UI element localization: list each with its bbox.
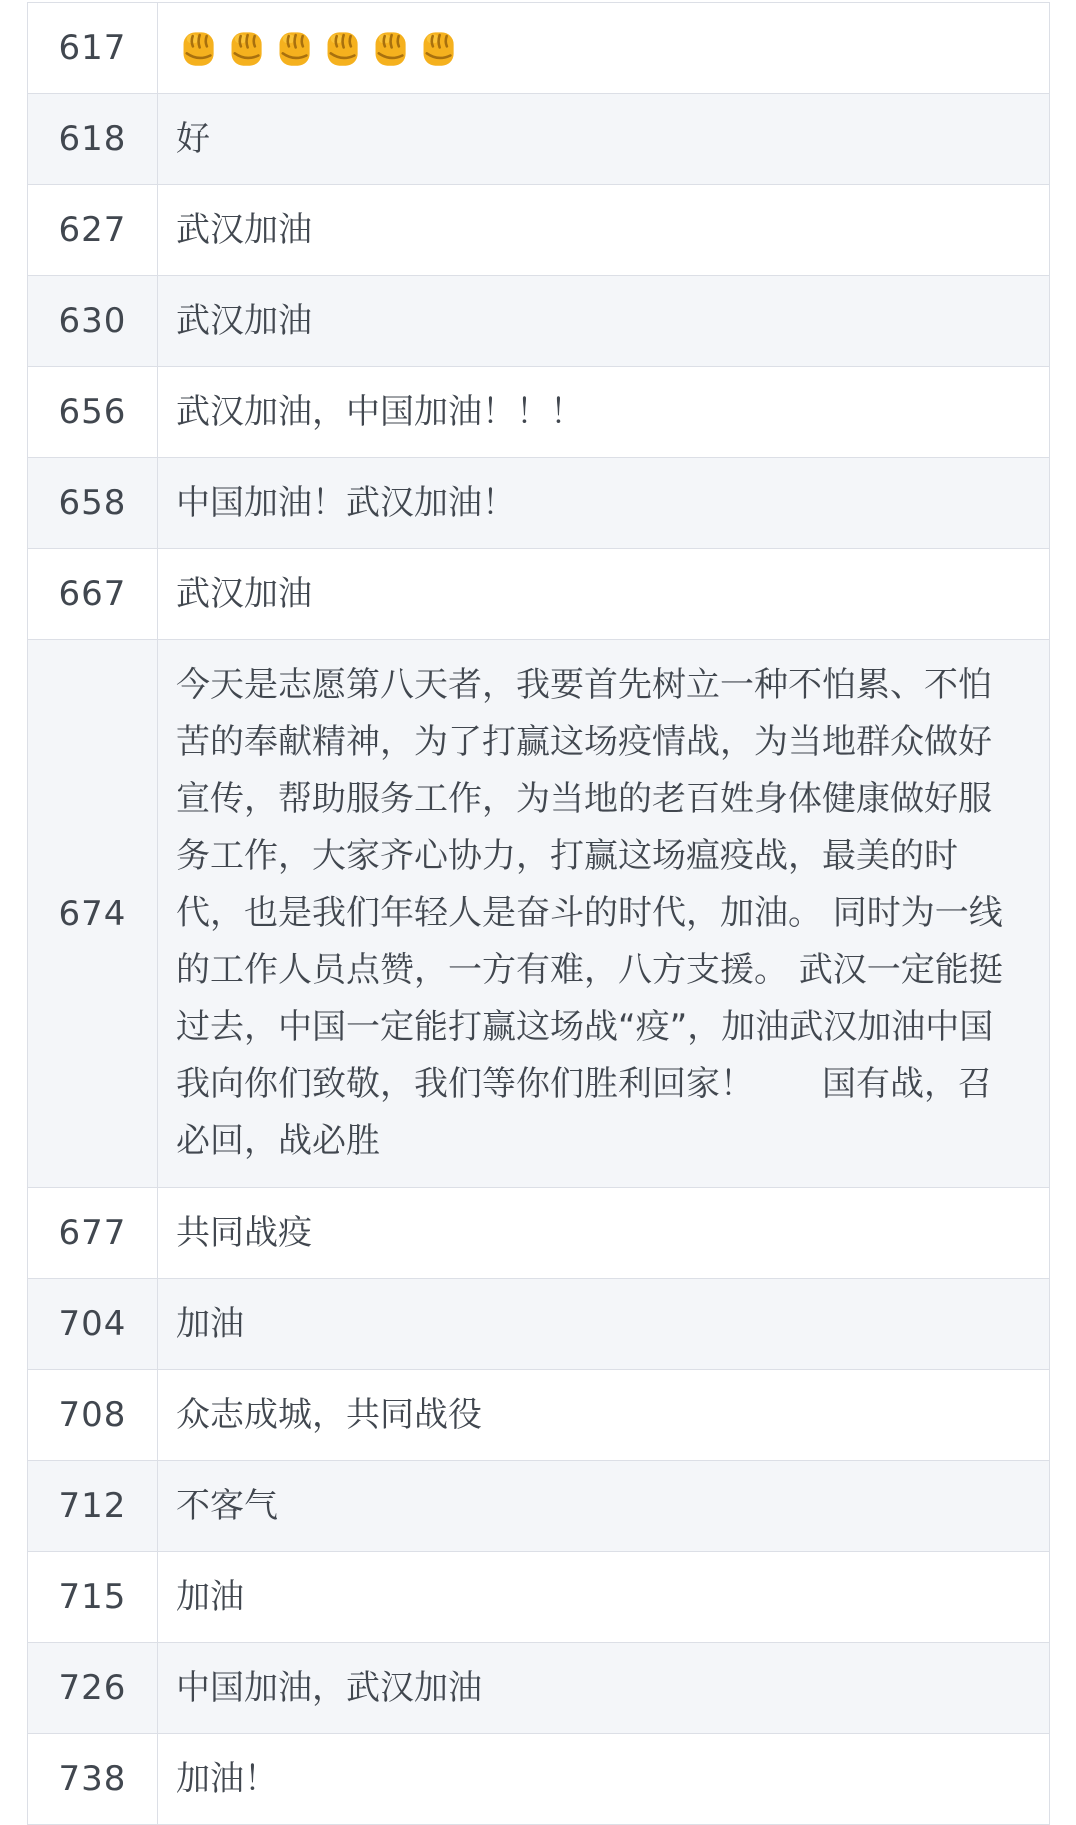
row-number-cell: 708 [28, 1370, 158, 1460]
row-message-cell: 武汉加油 [176, 209, 312, 250]
raised-fist-icon [176, 27, 219, 70]
row-message-cell: 好 [176, 118, 210, 159]
row-number-cell: 738 [28, 1734, 158, 1824]
row-number-cell: 704 [28, 1279, 158, 1369]
table-row [28, 276, 1049, 367]
row-number-cell: 667 [28, 549, 158, 639]
row-message-cell: 中国加油，武汉加油 [176, 1667, 482, 1708]
row-message-cell: 众志成城，共同战役 [176, 1394, 482, 1435]
row-number-cell: 677 [28, 1188, 158, 1278]
row-number-cell: 712 [28, 1461, 158, 1551]
row-number-cell: 627 [28, 185, 158, 275]
table-row [28, 1279, 1049, 1370]
row-message-cell: 今天是志愿第八天者，我要首先树立一种不怕累、不怕苦的奉献精神，为了打赢这场疫情战，为当地群众做好宣传，帮助服务工作，为当地的老百姓身体健康做好服务工作，大家齐心协力，打赢这场瘟疫战，最美的时代，也是我们年轻人是奋斗的时代，加油。 同时为一线的工作人员点赞，一方有难，八方支援。 武汉一定能挺过去，中国一定能打赢这场战“疫”，加油武汉加油中国 我向你们致敬，我们等你们胜利回家！ 国有战，召必回，战必胜 [176, 665, 1003, 1161]
table-row [28, 1734, 1049, 1825]
raised-fist-icon [368, 27, 411, 70]
row-number-cell: 658 [28, 458, 158, 548]
row-message-cell [158, 3, 1049, 93]
row-message-cell: 武汉加油 [176, 573, 312, 614]
row-message-cell: 加油！ [176, 1758, 278, 1799]
row-number-cell: 656 [28, 367, 158, 457]
table-row [28, 1643, 1049, 1734]
raised-fist-icon [320, 27, 363, 70]
messages-table [27, 2, 1050, 1825]
table-row [28, 1188, 1049, 1279]
table-row [28, 1552, 1049, 1643]
row-message-cell: 不客气 [176, 1485, 278, 1526]
row-number-cell: 715 [28, 1552, 158, 1642]
table-row [28, 1461, 1049, 1552]
table-row [28, 549, 1049, 640]
row-message-cell: 共同战疫 [176, 1212, 312, 1253]
table-row [28, 3, 1049, 94]
raised-fist-icon [416, 27, 459, 70]
table-row [28, 1370, 1049, 1461]
table-row [28, 458, 1049, 549]
row-message-cell: 武汉加油，中国加油！！！ [176, 391, 584, 432]
row-number-cell: 630 [28, 276, 158, 366]
row-number-cell: 617 [28, 3, 158, 93]
table-row [28, 94, 1049, 185]
row-number-cell: 726 [28, 1643, 158, 1733]
table-row [28, 367, 1049, 458]
row-message-cell: 加油 [176, 1576, 244, 1617]
raised-fist-icon [224, 27, 267, 70]
row-message-cell: 武汉加油 [176, 300, 312, 341]
table-row [28, 640, 1049, 1188]
raised-fist-icon [272, 27, 315, 70]
table-row [28, 185, 1049, 276]
row-number-cell: 618 [28, 94, 158, 184]
row-message-cell: 加油 [176, 1303, 244, 1344]
row-number-cell: 674 [28, 640, 158, 1187]
row-message-cell: 中国加油！武汉加油！ [176, 482, 516, 523]
